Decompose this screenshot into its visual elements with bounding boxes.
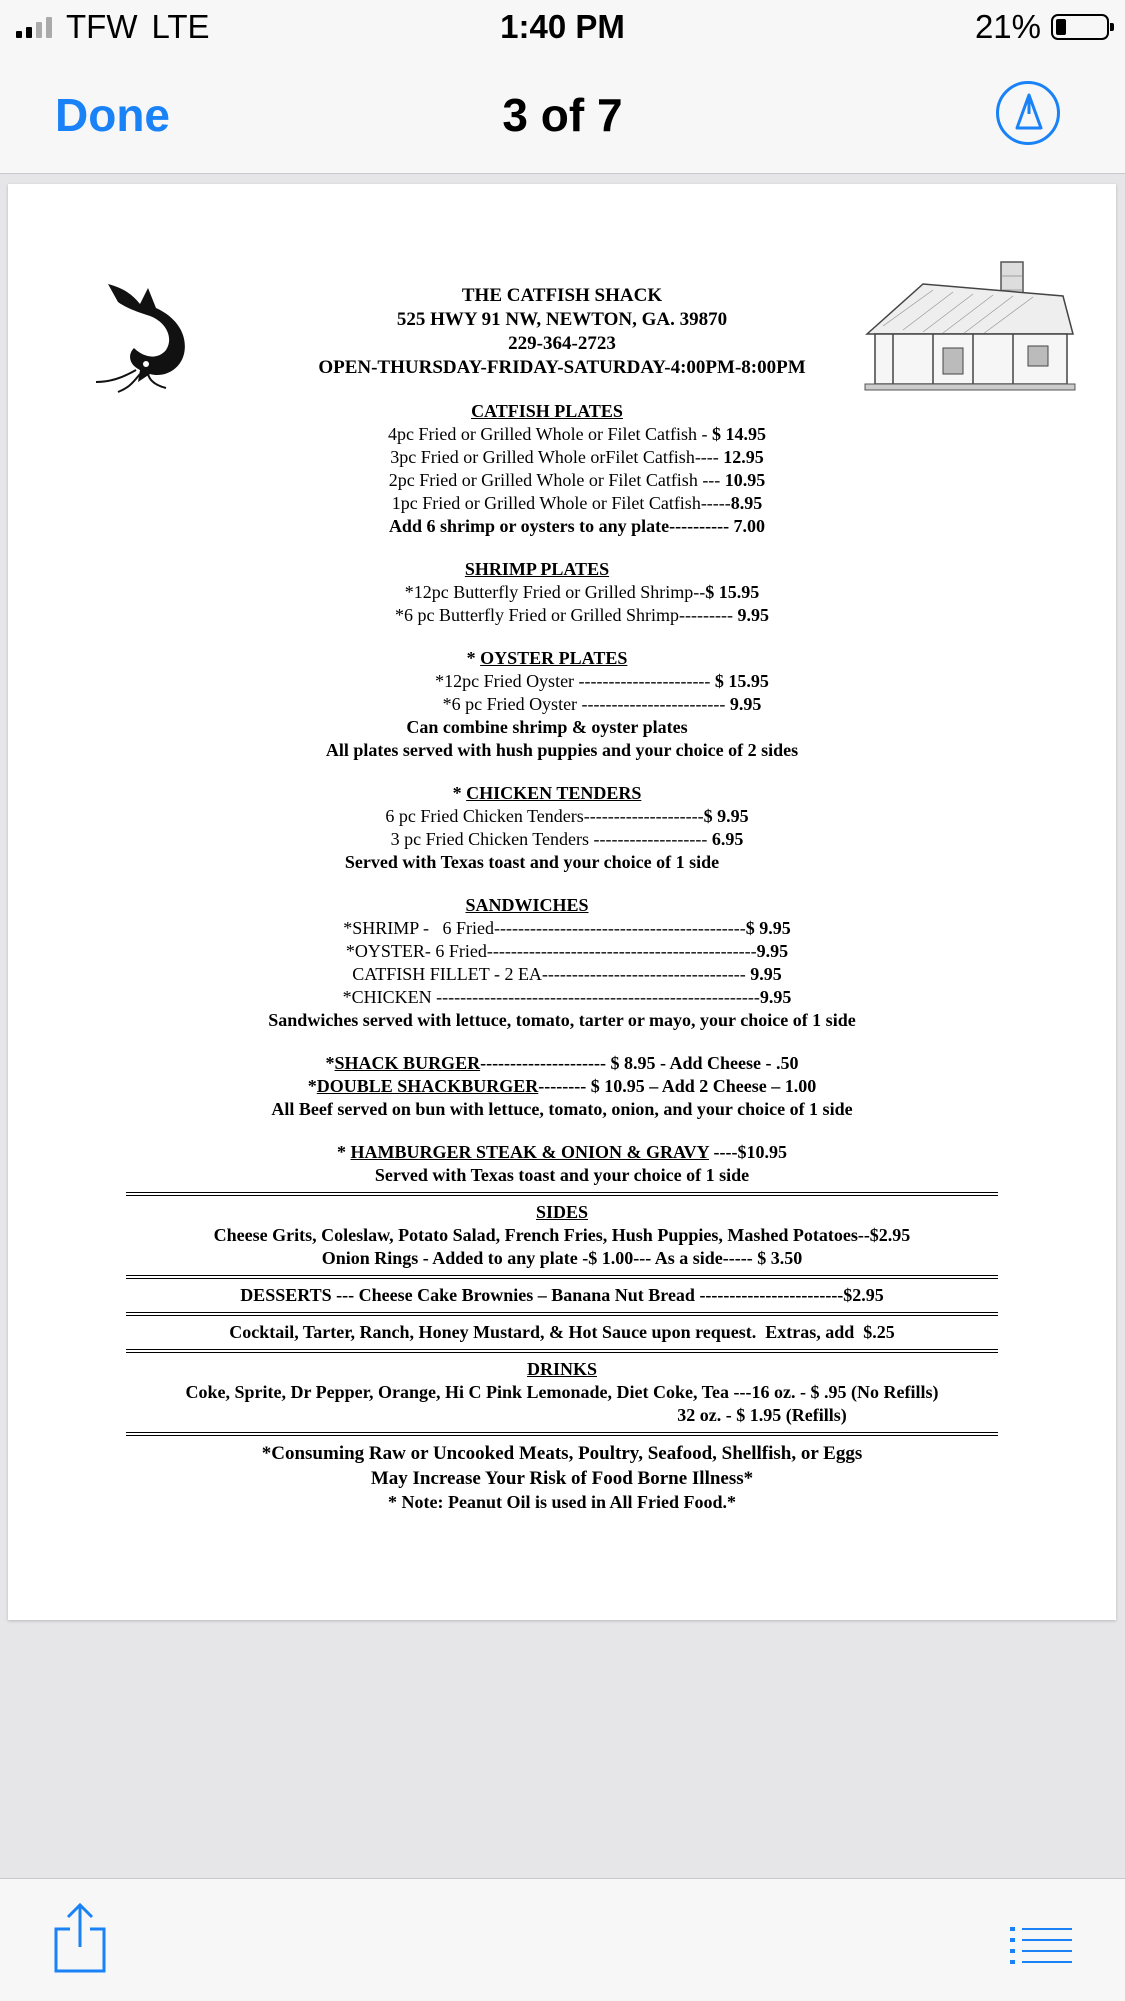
item-name: 6 pc Fried Chicken Tenders-------------------- [385, 806, 704, 826]
item-name: *SHRIMP - 6 Fried------------------------------------------ [343, 918, 746, 938]
carrier-label: TFW [66, 8, 138, 45]
shrimp-heading: SHRIMP PLATES [464, 559, 610, 579]
oyster-heading-line [0, 647, 1116, 670]
item-price: 9.95 [737, 605, 769, 625]
restaurant-phone: 229-364-2723 [508, 333, 616, 354]
menu-item [88, 670, 1116, 693]
status-bar [0, 0, 1125, 58]
menu-item [18, 986, 1116, 1009]
item-price: 10.95 [724, 470, 766, 490]
list-icon[interactable] [1010, 1925, 1072, 1965]
restaurant-hours: OPEN-THURSDAY-FRIDAY-SATURDAY-4:00PM-8:00PM [318, 357, 806, 378]
item-price: 8.95 [730, 493, 763, 513]
item-name: 2pc Fried or Grilled Whole or Filet Catfish --- [388, 470, 725, 490]
bottom-toolbar [0, 1878, 1125, 2001]
menu-item [48, 581, 1116, 604]
item-price: 9.95 [750, 964, 782, 984]
sides-list: Cheese Grits, Coleslaw, Potato Salad, French Fries, Hush Puppies, Mashed Potatoes--$2.95 [213, 1225, 911, 1245]
sides-onion-rings: Onion Rings - Added to any plate -$ 1.00--- As a side----- $ 3.50 [321, 1248, 803, 1268]
item-price: $ 14.95 [712, 424, 767, 444]
item-price: $ 15.95 [705, 582, 760, 602]
divider [126, 1432, 998, 1436]
item-name: CATFISH FILLET - 2 EA---------------------------------- [352, 964, 751, 984]
document-page[interactable] [8, 184, 1116, 1620]
menu-item [18, 828, 1116, 851]
burgers-note: All Beef served on bun with lettuce, tomato, onion, and your choice of 1 side [271, 1099, 853, 1119]
battery-icon [1051, 14, 1109, 40]
menu-item [18, 963, 1116, 986]
drinks-heading: DRINKS [526, 1359, 597, 1379]
divider [126, 1275, 998, 1279]
steak-note: Served with Texas toast and your choice of 1 side [374, 1165, 750, 1185]
menu-item [18, 940, 1116, 963]
chicken-heading: CHICKEN TENDERS [466, 783, 642, 803]
divider [126, 1312, 998, 1316]
warning-line-2: May Increase Your Risk of Food Borne Illness* [370, 1468, 754, 1489]
menu-item [38, 492, 1116, 515]
double-burger-line [8, 1075, 1116, 1098]
catfish-note: Add 6 shrimp or oysters to any plate---------- 7.00 [388, 516, 766, 536]
markup-pen-icon [1009, 92, 1049, 136]
double-prefix: * [307, 1076, 317, 1096]
item-name: *6 pc Fried Oyster ------------------------ [442, 694, 730, 714]
item-name: *OYSTER- 6 Fried--------------------------------------------- [345, 941, 757, 961]
item-name: 3pc Fried or Grilled Whole orFilet Catfish---- [390, 447, 724, 467]
status-time: 1:40 PM [500, 8, 625, 45]
peanut-oil-note: * Note: Peanut Oil is used in All Fried Food.* [387, 1492, 736, 1512]
item-price: 9.95 [729, 694, 762, 714]
item-price: $ 9.95 [745, 918, 791, 938]
oyster-heading: OYSTER PLATES [480, 648, 628, 668]
item-name: 4pc Fried or Grilled Whole or Filet Catfish - [387, 424, 713, 444]
sides-heading: SIDES [535, 1202, 589, 1222]
shack-prefix: * [325, 1053, 335, 1073]
item-name: *CHICKEN ------------------------------------------------------ [342, 987, 760, 1007]
steak-price: ----$10.95 [709, 1142, 787, 1162]
oyster-prefix: * [466, 648, 481, 668]
done-button[interactable]: Done [55, 89, 170, 141]
sandwiches-heading: SANDWICHES [465, 895, 589, 915]
nav-bar [0, 58, 1125, 174]
share-icon[interactable] [52, 1901, 108, 1975]
restaurant-address: 525 HWY 91 NW, NEWTON, GA. 39870 [396, 309, 728, 330]
network-label: LTE [151, 8, 210, 45]
item-price: $ 15.95 [714, 671, 769, 691]
sauces-line: Cocktail, Tarter, Ranch, Honey Mustard, & Hot Sauce upon request. Extras, add $.25 [229, 1322, 895, 1342]
menu-item [88, 693, 1116, 716]
shack-burger-name: SHACK BURGER [334, 1053, 481, 1073]
menu-item [48, 604, 1116, 627]
item-name: 3 pc Fried Chicken Tenders ------------------- [390, 829, 712, 849]
item-name: *12pc Fried Oyster ---------------------- [435, 671, 715, 691]
menu-item [18, 805, 1116, 828]
item-name: 1pc Fried or Grilled Whole or Filet Catfish----- [391, 493, 731, 513]
item-price: $ 9.95 [703, 806, 749, 826]
status-right [975, 8, 1109, 46]
battery-percent: 21% [974, 8, 1041, 45]
shack-burger-price: --------------------- $ 8.95 - Add Cheese - .50 [480, 1053, 799, 1073]
menu-content [8, 284, 1116, 1514]
catfish-heading: CATFISH PLATES [471, 401, 623, 421]
steak-name: HAMBURGER STEAK & ONION & GRAVY [350, 1142, 710, 1162]
item-name: *12pc Butterfly Fried or Grilled Shrimp-- [404, 582, 706, 602]
sandwiches-note: Sandwiches served with lettuce, tomato, tarter or mayo, your choice of 1 side [268, 1010, 856, 1030]
divider [126, 1349, 998, 1353]
shack-burger-line [8, 1052, 1116, 1075]
item-price: 9.95 [756, 941, 789, 961]
item-name: *6 pc Butterfly Fried or Grilled Shrimp--------- [395, 605, 738, 625]
item-price: 12.95 [723, 447, 764, 467]
steak-line [8, 1141, 1116, 1164]
oyster-note-sides: All plates served with hush puppies and your choice of 2 sides [325, 740, 799, 760]
warning-line-1: *Consuming Raw or Uncooked Meats, Poultry, Seafood, Shellfish, or Eggs [261, 1443, 863, 1464]
divider [126, 1192, 998, 1196]
menu-item [18, 917, 1116, 940]
drinks-list: Coke, Sprite, Dr Pepper, Orange, Hi C Pink Lemonade, Diet Coke, Tea ---16 oz. - $ .95 (No Refills) [185, 1382, 939, 1402]
menu-item [38, 423, 1116, 446]
steak-prefix: * [336, 1142, 351, 1162]
page-count: 3 of 7 [502, 89, 623, 141]
menu-item [38, 469, 1116, 492]
item-price: 6.95 [711, 829, 744, 849]
drinks-refills: 32 oz. - $ 1.95 (Refills) [677, 1405, 847, 1425]
markup-button[interactable] [996, 81, 1060, 145]
chicken-note: Served with Texas toast and your choice of 1 side [344, 852, 720, 872]
item-price: 9.95 [759, 987, 792, 1007]
chicken-heading-line [0, 782, 1116, 805]
chicken-prefix: * [452, 783, 467, 803]
oyster-note-combine: Can combine shrimp & oyster plates [406, 717, 688, 737]
double-burger-name: DOUBLE SHACKBURGER [316, 1076, 539, 1096]
desserts-line: DESSERTS --- Cheese Cake Brownies – Banana Nut Bread ------------------------$2.95 [240, 1285, 884, 1305]
menu-item [38, 446, 1116, 469]
double-burger-price: -------- $ 10.95 – Add 2 Cheese – 1.00 [538, 1076, 817, 1096]
restaurant-name: THE CATFISH SHACK [461, 285, 663, 306]
